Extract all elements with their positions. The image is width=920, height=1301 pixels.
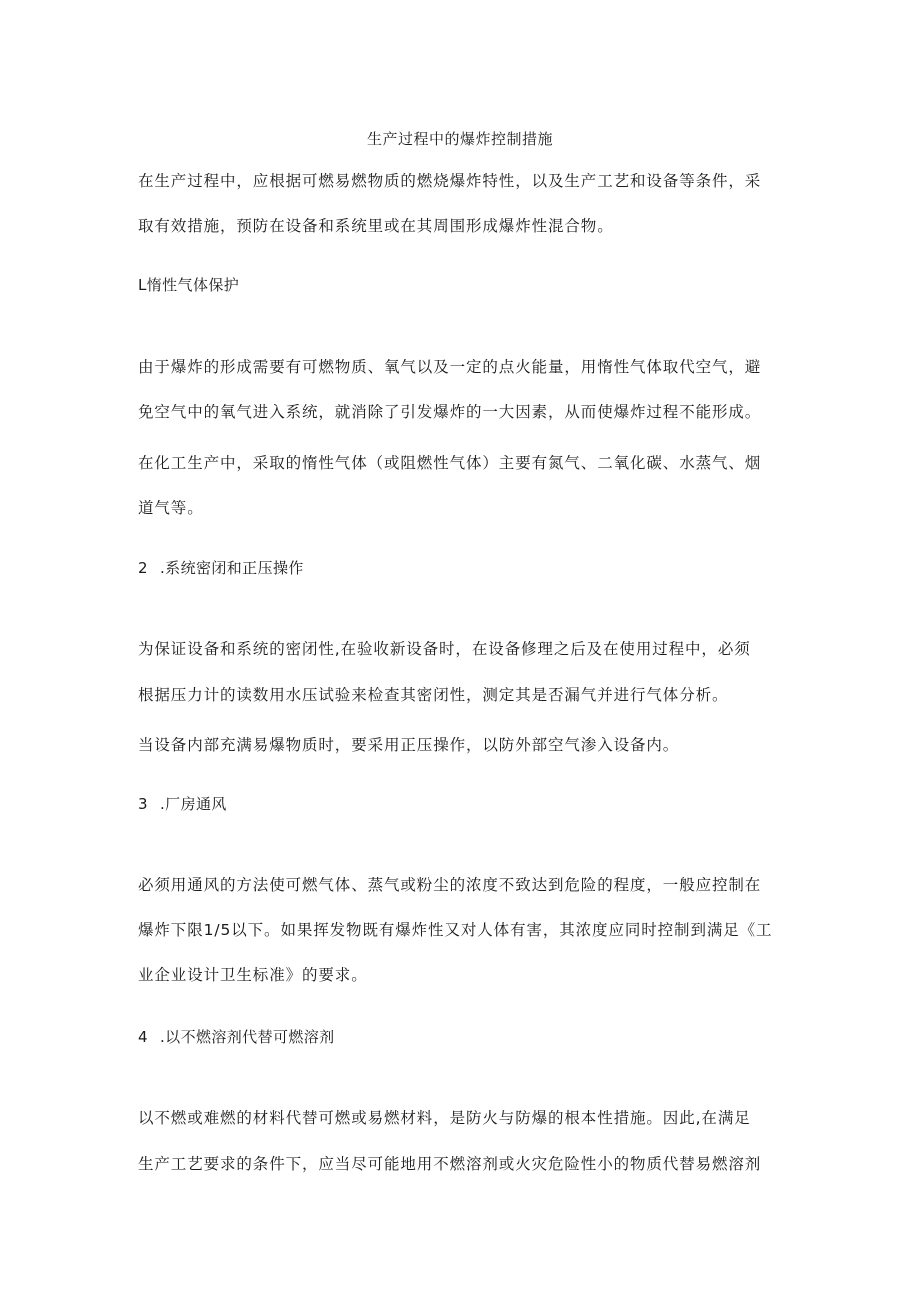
intro-line-1: 在生产过程中，应根据可燃易燃物质的燃烧爆炸特性，以及生产工艺和设备等条件，采 (138, 172, 762, 190)
section-3-line-1: 必须用通风的方法使可燃气体、蒸气或粉尘的浓度不致达到危险的程度，一般应控制在 (138, 876, 762, 894)
section-4-line-1: 以不燃或难燃的材料代替可燃或易燃材料，是防火与防爆的根本性措施。因此,在满足 (138, 1109, 751, 1127)
section-2-line-3: 当设备内部充满易爆物质时，要采用正压操作，以防外部空气渗入设备内。 (138, 736, 680, 754)
section-3-line-2: 爆炸下限1/5以下。如果挥发物既有爆炸性又对人体有害，其浓度应同时控制到满足《工 (138, 921, 773, 939)
section-1-line-1: 由于爆炸的形成需要有可燃物质、氧气以及一定的点火能量，用惰性气体取代空气，避 (138, 358, 762, 376)
section-3-title: .厂房通风 (160, 795, 227, 813)
section-2-line-2: 根据压力计的读数用水压试验来检查其密闭性，测定其是否漏气并进行气体分析。 (138, 686, 729, 704)
section-2-number: 2 (138, 559, 148, 577)
document-title: 生产过程中的爆炸控制措施 (366, 130, 553, 148)
section-4-number: 4 (138, 1028, 148, 1046)
section-3-number: 3 (138, 795, 148, 813)
section-1-line-4: 道气等。 (138, 499, 204, 517)
section-1-line-3: 在化工生产中，采取的惰性气体（或阻燃性气体）主要有氮气、二氧化碳、水蒸气、烟 (138, 454, 762, 472)
section-2-title: .系统密闭和正压操作 (160, 559, 304, 577)
section-3-heading (138, 793, 227, 815)
section-4-title: .以不燃溶剂代替可燃溶剂 (160, 1028, 335, 1046)
intro-line-2: 取有效措施，预防在设备和系统里或在其周围形成爆炸性混合物。 (138, 217, 614, 235)
section-4-line-2: 生产工艺要求的条件下，应当尽可能地用不燃溶剂或火灾危险性小的物质代替易燃溶剂 (138, 1155, 762, 1173)
section-1-line-2: 免空气中的氧气进入系统，就消除了引发爆炸的一大因素，从而使爆炸过程不能形成。 (138, 403, 762, 421)
section-1-heading: L惰性气体保护 (138, 276, 240, 294)
section-3-line-3: 业企业设计卫生标准》的要求。 (138, 966, 368, 984)
section-4-heading (138, 1026, 335, 1048)
section-2-line-1: 为保证设备和系统的密闭性,在验收新设备时，在设备修理之后及在使用过程中，必须 (138, 640, 751, 658)
section-2-heading (138, 557, 304, 579)
